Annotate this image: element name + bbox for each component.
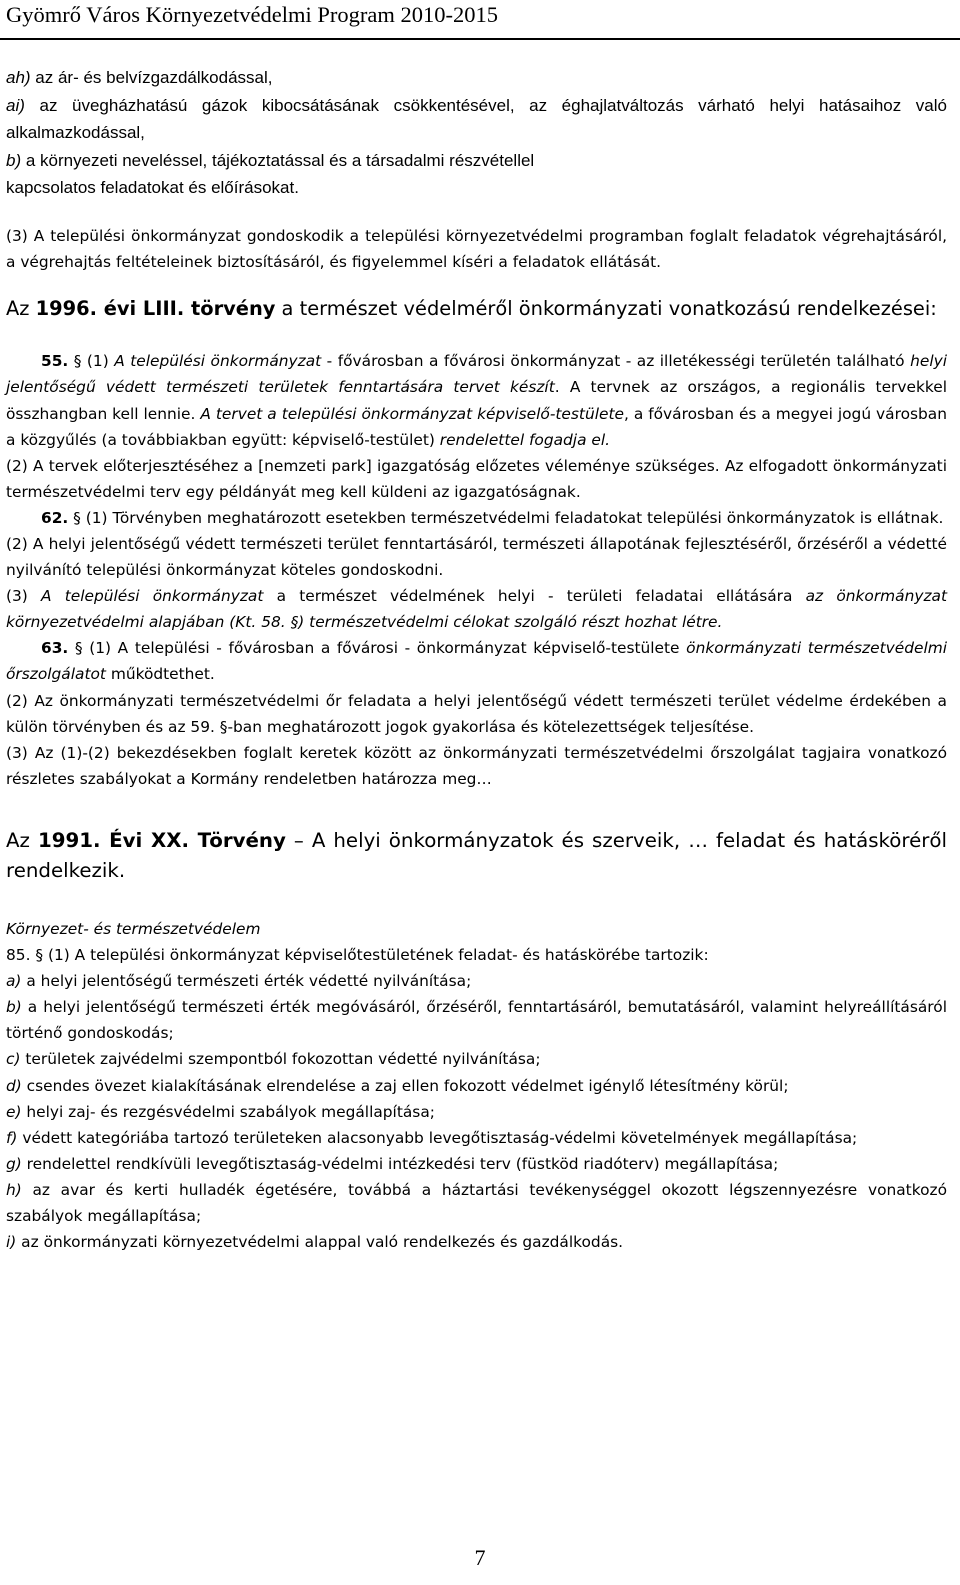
section-63-para-1: 63. § (1) A települési - fővárosban a fővárosi - önkormányzat képviselő-testülete önkormányzati természetvédelmi őrszolgálatot működtethet. [6, 639, 947, 684]
list-item: h) az avar és kerti hulladék égetésére, továbbá a háztartási tevékenységgel okozott légszennyezésre vonatkozó szabályok megállapítása; [6, 1180, 947, 1225]
list-item: d) csendes övezet kialakításának elrendelése a zaj ellen fokozott védelmet igénylő létesítmény körül; [6, 1076, 789, 1095]
list-item-ah: ah) az ár- és belvízgazdálkodással, [6, 68, 273, 87]
list-item: b) a helyi jelentőségű természeti érték megóvásáról, őrzéséről, fenntartásáról, bemutatásáról, valamint helyreállításáról történő gondoskodás; [6, 998, 947, 1043]
section-85-list [6, 968, 947, 1255]
section-62 [6, 505, 947, 635]
list-item: f) védett kategóriába tartozó területeken alacsonyabb levegőtisztaság-védelmi követelmények megállapítása; [6, 1128, 858, 1147]
list-item-b: b) a környezeti neveléssel, tájékoztatással és a társadalmi részvétellel [6, 150, 535, 170]
section-63 [6, 635, 947, 792]
list-item: g) rendelettel rendkívüli levegőtisztaság-védelmi intézkedési terv (füstköd riadóterv) megállapítása; [6, 1154, 779, 1173]
section-85 [6, 916, 947, 1255]
section-62-para-2: (2) A helyi jelentőségű védett természeti terület fenntartásáról, természeti állapotának fejlesztéséről, őrzéséről a védetté nyilvánító települési önkormányzat köteles gondoskodni. [6, 535, 947, 580]
list-item: i) az önkormányzati környezetvédelmi alappal való rendelkezés és gazdálkodás. [6, 1233, 624, 1252]
section-62-para-3: (3) A települési önkormányzat a természet védelmének helyi - területi feladatai ellátására az önkormányzat környezetvédelmi alapjában (Kt. 58. §) természetvédelmi célokat szolgáló részt hozhat létre. [6, 587, 947, 632]
list-item-ai: ai) az üvegházhatású gázok kibocsátásának csökkentésével, az éghajlatváltozás várható helyi hatásaihoz való alkalmazkodással, [6, 95, 947, 143]
paragraph-3: (3) A települési önkormányzat gondoskodik a települési környezetvédelmi programban foglalt feladatok végrehajtásáról, a végrehajtás feltételeinek biztosításáról, és figyelemmel kíséri a feladatok ellátását. [6, 226, 947, 272]
list-item: c) területek zajvédelmi szempontból fokozottan védetté nyilvánítása; [6, 1050, 541, 1069]
section-63-para-3: (3) Az (1)-(2) bekezdésekben foglalt keretek között az önkormányzati természetvédelmi őrszolgálat tagjaira vonatkozó részletes szabályokat a Kormány rendeletben határozza meg… [6, 743, 947, 788]
list-item: a) a helyi jelentőségű természeti érték védetté nyilvánítása; [6, 972, 472, 991]
document-title: Gyömrő Város Környezetvédelmi Program 2010-2015 [6, 2, 498, 27]
law-1991-heading: Az 1991. Évi XX. Törvény – A helyi önkormányzatok és szerveik, … feladat és hatásköréről rendelkezik. [6, 828, 948, 882]
section-55 [6, 348, 947, 505]
section-85-intro: 85. § (1) A települési önkormányzat képviselőtestületének feladat- és hatáskörébe tartozik: [6, 946, 709, 965]
section-55-para-2: (2) A tervek előterjesztéséhez a [nemzeti park] igazgatóság előzetes véleménye szükséges. Az elfogadott önkormányzati természetvédelmi terv egy példányát meg kell küldeni az igazgatóságnak. [6, 456, 947, 501]
section-85-heading: Környezet- és természetvédelem [6, 919, 261, 938]
page-header [0, 0, 960, 40]
section-62-para-1: 62. § (1) Törvényben meghatározott esetekben természetvédelmi feladatokat települési önkormányzatok is ellátnak. [41, 508, 944, 527]
list-closing: kapcsolatos feladatokat és előírásokat. [6, 178, 299, 198]
document-body [6, 64, 947, 1255]
list-item: e) helyi zaj- és rezgésvédelmi szabályok megállapítása; [6, 1102, 435, 1121]
section-63-para-2: (2) Az önkormányzati természetvédelmi őr feladata a helyi jelentőségű védett természeti terület védelme érdekében a külön törvényben és az 59. §-ban meghatározott jogok gyakorlása és kötelezettségek teljesítése. [6, 691, 947, 736]
intro-list [6, 64, 947, 202]
law-1996-heading: Az 1996. évi LIII. törvény a természet védelméről önkormányzati vonatkozású rendelkezései: [6, 297, 937, 321]
page-number: 7 [474, 1545, 486, 1570]
section-55-para-1: 55. § (1) A települési önkormányzat - fővárosban a fővárosi önkormányzat - az illetékességi területén található helyi jelentőségű védett természeti területek fenntartására tervet készít. A tervnek az országos, a regionális tervekkel összhangban kell lennie. A tervet a települési önkormányzat képviselő-testülete, a fővárosban és a megyei jogú városban a közgyűlés (a továbbiakban együtt: képviselő-testület) rendelettel fogadja el. [6, 352, 947, 449]
